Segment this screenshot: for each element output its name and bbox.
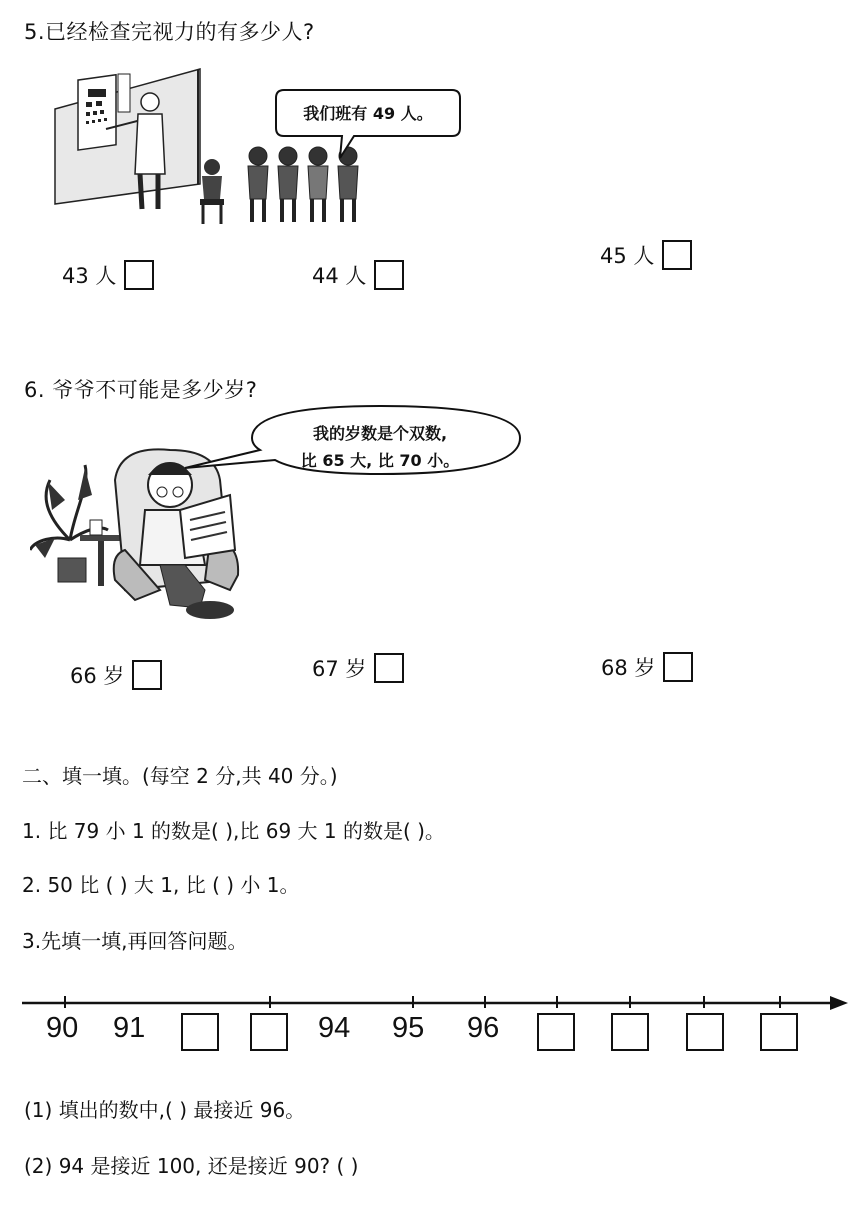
number-line-tick xyxy=(779,996,781,1008)
q6-option-3-checkbox[interactable] xyxy=(663,652,693,682)
arrow-right-icon xyxy=(830,996,848,1010)
number-line-tick xyxy=(269,996,271,1008)
number-line-tick xyxy=(484,996,486,1008)
q5-option-2-label: 44 人 xyxy=(312,264,367,288)
number-line-blank-3[interactable] xyxy=(537,1013,575,1051)
section2-q3: 3.先填一填,再回答问题。 xyxy=(22,929,248,953)
q5-option-1-checkbox[interactable] xyxy=(124,260,154,290)
speech-text-q6-line1: 我的岁数是个双数, xyxy=(312,424,448,443)
q6-option-2-checkbox[interactable] xyxy=(374,653,404,683)
q6-option-3-label: 68 岁 xyxy=(601,656,656,680)
q6-option-1-label: 66 岁 xyxy=(70,664,125,688)
number-line-label-2: 91 xyxy=(113,1012,146,1044)
section2-q3-sub2: (2) 94 是接近 100, 还是接近 90? ( ) xyxy=(24,1154,359,1178)
number-line-tick xyxy=(64,996,66,1008)
number-line-label-1: 90 xyxy=(46,1012,79,1044)
number-line-tick xyxy=(703,996,705,1008)
number-line-label-7: 96 xyxy=(467,1012,500,1044)
q6-option-2-label: 67 岁 xyxy=(312,657,367,681)
number-line-tick xyxy=(556,996,558,1008)
section2-heading: 二、填一填。(每空 2 分,共 40 分。) xyxy=(22,764,338,788)
q6-option-1[interactable] xyxy=(70,660,162,690)
number-line-label-5: 94 xyxy=(318,1012,351,1044)
speech-text-q6 xyxy=(270,420,490,474)
number-line-blank-1[interactable] xyxy=(181,1013,219,1051)
q6-option-3[interactable] xyxy=(601,652,693,682)
q6-option-1-checkbox[interactable] xyxy=(132,660,162,690)
number-line-tick xyxy=(412,996,414,1008)
number-line-blank-5[interactable] xyxy=(686,1013,724,1051)
q5-option-2-checkbox[interactable] xyxy=(374,260,404,290)
q5-option-1-label: 43 人 xyxy=(62,264,117,288)
q5-option-3-checkbox[interactable] xyxy=(662,240,692,270)
number-line-blank-6[interactable] xyxy=(760,1013,798,1051)
q5-option-1[interactable] xyxy=(62,260,154,290)
q5-option-2[interactable] xyxy=(312,260,404,290)
speech-text-q5: 我们班有 49 人。 xyxy=(303,104,433,123)
section2-q1: 1. 比 79 小 1 的数是( ),比 69 大 1 的数是( )。 xyxy=(22,819,445,843)
number-line-blank-4[interactable] xyxy=(611,1013,649,1051)
number-line-label-6: 95 xyxy=(392,1012,425,1044)
section2-q3-sub1: (1) 填出的数中,( ) 最接近 96。 xyxy=(24,1098,306,1122)
q5-option-3[interactable] xyxy=(600,240,692,270)
q6-title: 6. 爷爷不可能是多少岁? xyxy=(24,378,258,402)
q5-option-3-label: 45 人 xyxy=(600,244,655,268)
q6-option-2[interactable] xyxy=(312,653,404,683)
speech-text-q6-line2: 比 65 大, 比 70 小。 xyxy=(300,451,460,470)
number-line-tick xyxy=(629,996,631,1008)
q5-title: 5.已经检查完视力的有多少人? xyxy=(24,20,315,44)
number-line-blank-2[interactable] xyxy=(250,1013,288,1051)
section2-q2: 2. 50 比 ( ) 大 1, 比 ( ) 小 1。 xyxy=(22,873,300,897)
